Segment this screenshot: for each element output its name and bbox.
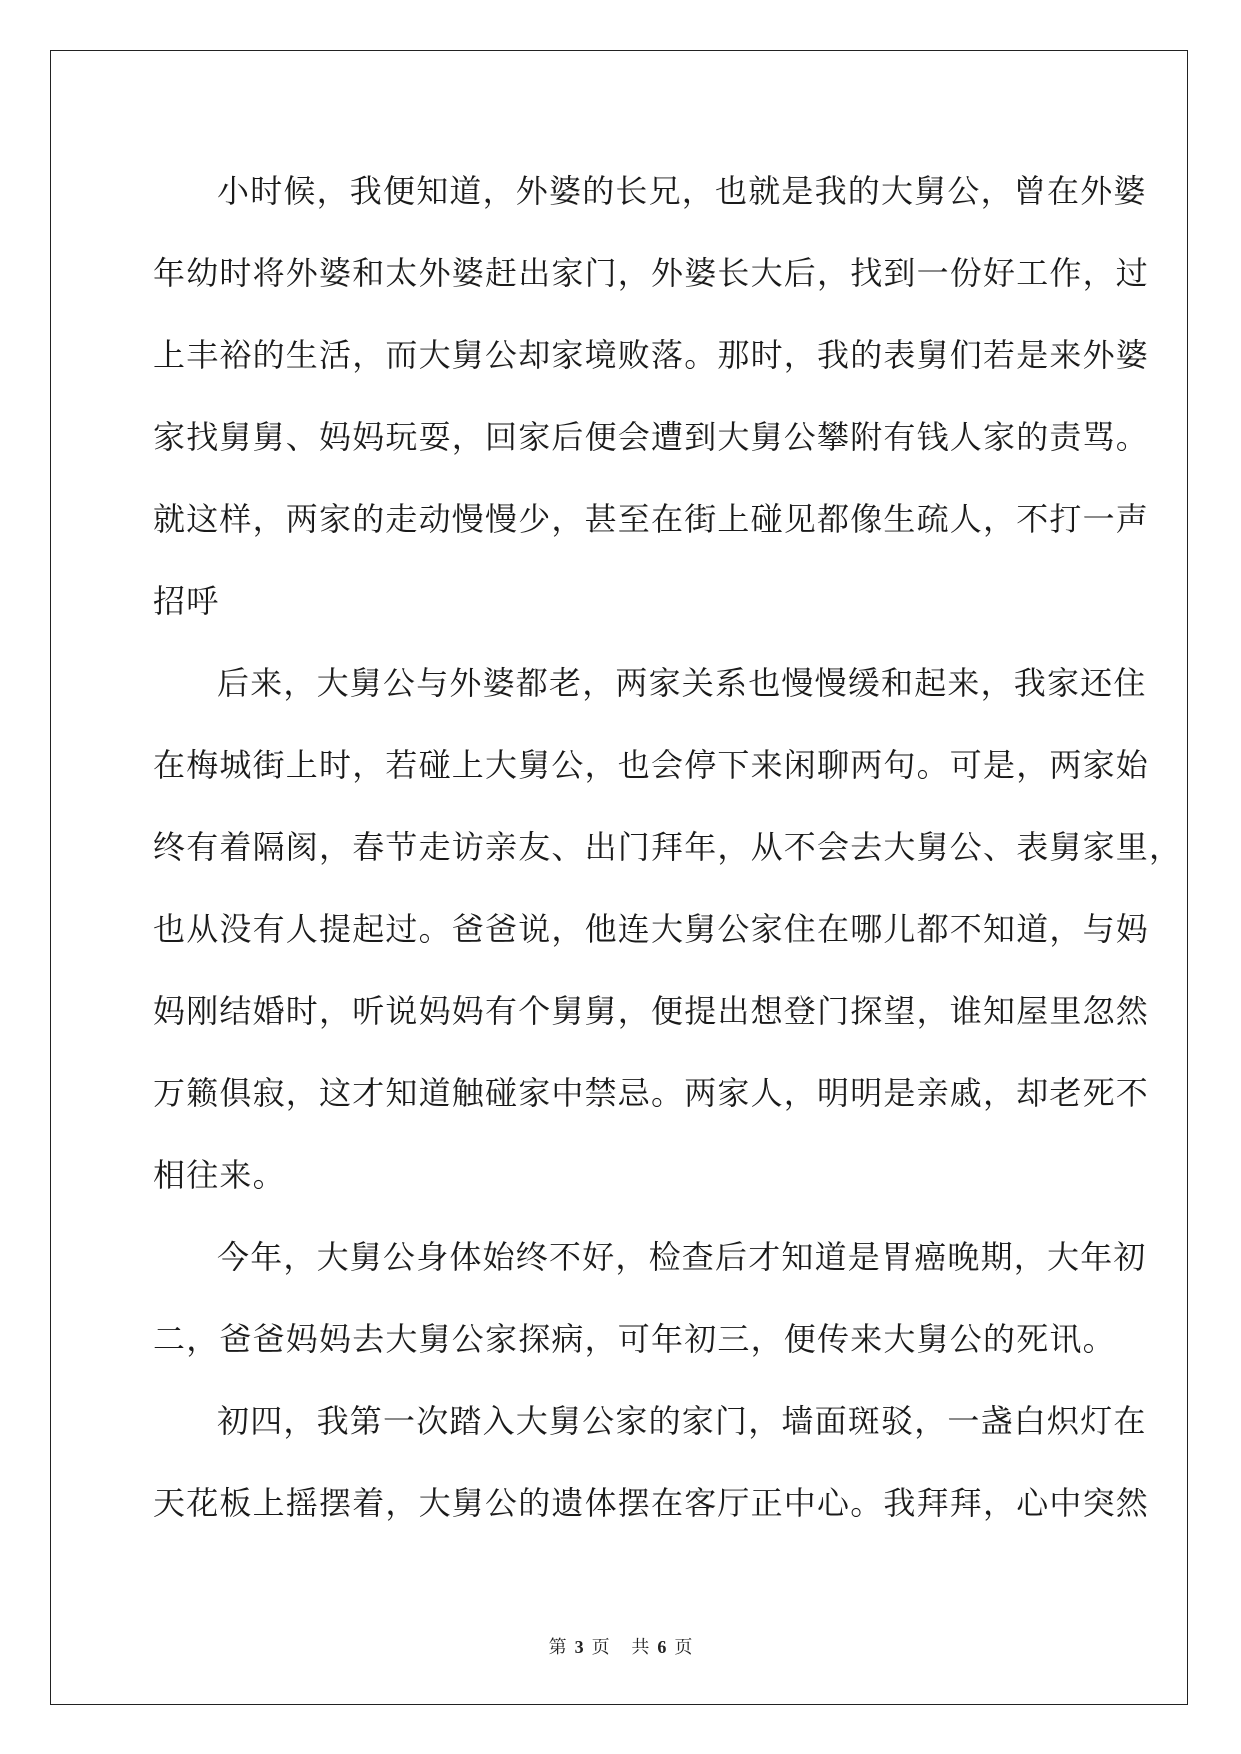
- text-line: 小时候，我便知道，外婆的长兄，也就是我的大舅公，曾在外婆: [217, 172, 1147, 210]
- text-line: 年幼时将外婆和太外婆赶出家门，外婆长大后，找到一份好工作，过: [153, 254, 1150, 292]
- paragraph: [153, 1390, 1150, 1554]
- text-line: 妈刚结婚时，听说妈妈有个舅舅，便提出想登门探望，谁知屋里忽然: [153, 992, 1150, 1030]
- text-line: 就这样，两家的走动慢慢少，甚至在街上碰见都像生疏人，不打一声: [153, 500, 1150, 538]
- page-number: [545, 1637, 614, 1658]
- text-line: 万籁俱寂，这才知道触碰家中禁忌。两家人，明明是亲戚，却老死不: [153, 1074, 1150, 1112]
- text-line: 在梅城街上时，若碰上大舅公，也会停下来闲聊两句。可是，两家始: [153, 746, 1150, 784]
- current-page: 3: [574, 1637, 584, 1657]
- document-body: [153, 160, 1183, 1554]
- paragraph: [153, 652, 1183, 1226]
- page-suffix: 页: [591, 1637, 610, 1658]
- text-line: 初四，我第一次踏入大舅公家的家门，墙面斑驳，一盏白炽灯在: [217, 1402, 1147, 1440]
- paragraph: [153, 160, 1150, 652]
- text-line: 也从没有人提起过。爸爸说，他连大舅公家住在哪儿都不知道，与妈: [153, 910, 1150, 948]
- text-line: 今年，大舅公身体始终不好，检查后才知道是胃癌晚期，大年初: [217, 1238, 1147, 1276]
- total-prefix: 共: [631, 1637, 650, 1658]
- text-line: 上丰裕的生活，而大舅公却家境败落。那时，我的表舅们若是来外婆: [153, 336, 1150, 374]
- total-pages: 6: [657, 1637, 667, 1657]
- text-line: 终有着隔阂，春节走访亲友、出门拜年，从不会去大舅公、表舅家里，: [153, 828, 1183, 866]
- text-line: 后来，大舅公与外婆都老，两家关系也慢慢缓和起来，我家还住: [217, 664, 1147, 702]
- paragraph: [153, 1226, 1147, 1390]
- text-line: 二，爸爸妈妈去大舅公家探病，可年初三，便传来大舅公的死讯。: [153, 1320, 1116, 1358]
- page-prefix: 第: [548, 1637, 567, 1658]
- total-suffix: 页: [674, 1637, 693, 1658]
- text-line: 天花板上摇摆着，大舅公的遗体摆在客厅正中心。我拜拜，心中突然: [153, 1484, 1150, 1522]
- text-line: 招呼: [153, 582, 220, 620]
- page-total: [627, 1637, 696, 1658]
- page-footer: [0, 1633, 1241, 1659]
- text-line: 相往来。: [153, 1156, 286, 1194]
- text-line: 家找舅舅、妈妈玩耍，回家后便会遭到大舅公攀附有钱人家的责骂。: [153, 418, 1150, 456]
